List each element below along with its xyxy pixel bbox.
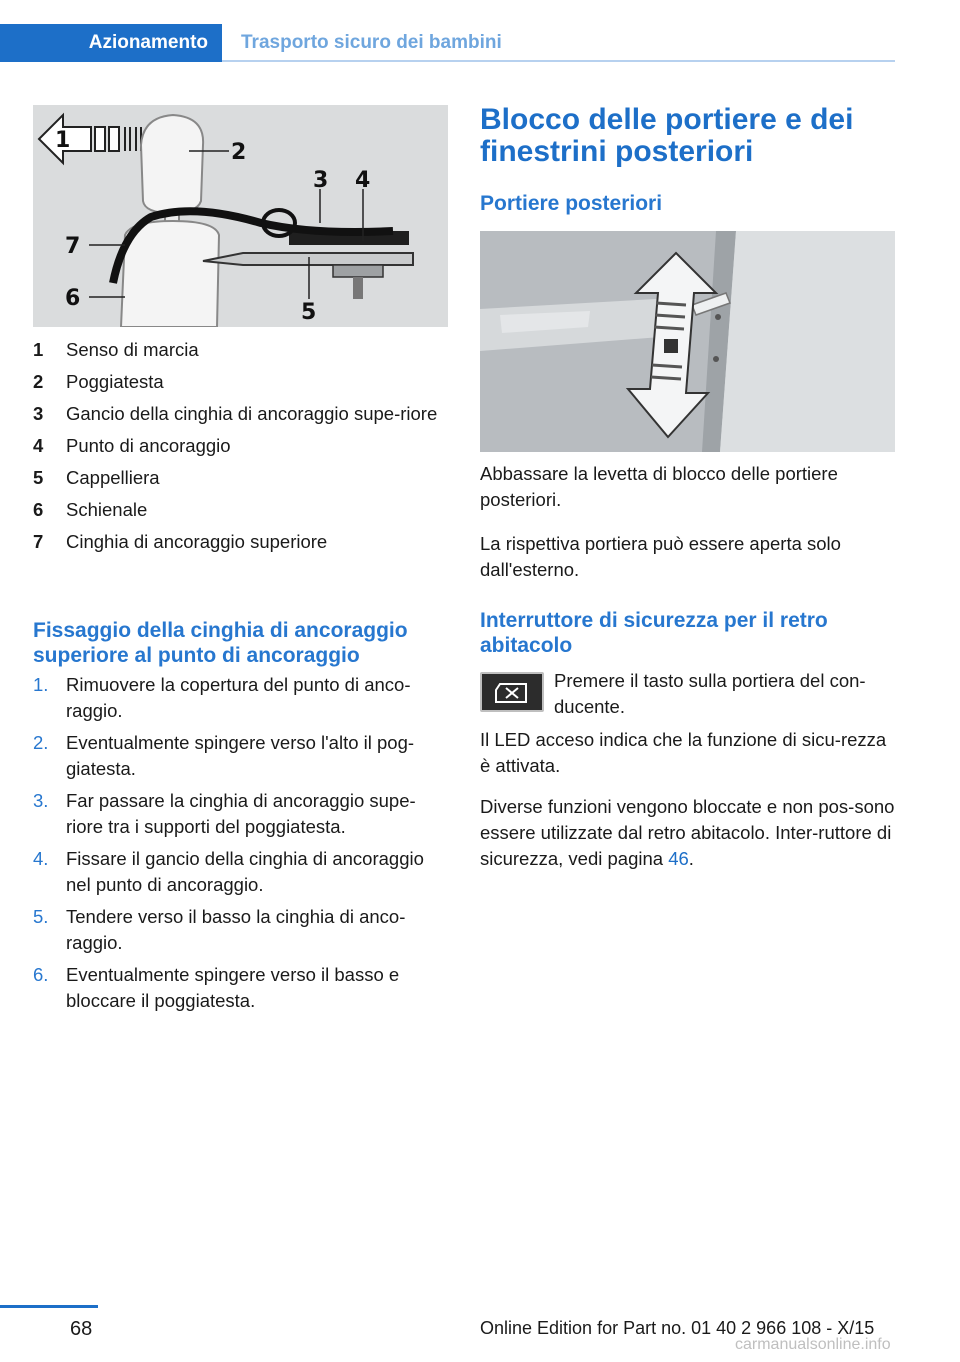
page-header bbox=[0, 0, 960, 64]
legend-text: Gancio della cinghia di ancoraggio supe‐riore bbox=[66, 403, 438, 424]
step-text: Eventualmente spingere verso l'alto il pog‐giatesta. bbox=[66, 732, 415, 779]
legend-item bbox=[33, 466, 448, 490]
door-lock-photo bbox=[480, 231, 895, 452]
figure-label-2: 2 bbox=[231, 140, 247, 165]
section-heading-portiere: Portiere posteriori bbox=[480, 192, 663, 215]
legend-text: Schienale bbox=[66, 499, 148, 520]
section-heading-fissaggio: Fissaggio della cinghia di ancoraggio superiore al punto di ancoraggio bbox=[33, 619, 408, 667]
figure-legend bbox=[33, 338, 448, 562]
legend-number: 4 bbox=[33, 435, 44, 456]
legend-text: Senso di marcia bbox=[66, 339, 199, 360]
watermark: carmanualsonline.info bbox=[735, 1336, 891, 1353]
footer-rule bbox=[0, 1305, 98, 1308]
page-number: 68 bbox=[70, 1318, 93, 1340]
legend-item bbox=[33, 338, 448, 362]
step-text: Tendere verso il basso la cinghia di anco‐raggio. bbox=[66, 906, 406, 953]
step-text: Far passare la cinghia di ancoraggio supe‐riore tra i supporti del poggiatesta. bbox=[66, 790, 416, 837]
step-text: Rimuovere la copertura del punto di anco‐raggio. bbox=[66, 674, 411, 721]
legend-item bbox=[33, 434, 448, 458]
chapter-tab bbox=[0, 24, 222, 62]
step-text: Eventualmente spingere verso il basso e bloccare il poggiatesta. bbox=[66, 964, 400, 1011]
step-item bbox=[33, 730, 448, 782]
legend-number: 1 bbox=[33, 339, 44, 360]
section-heading-interruttore: Interruttore di sicurezza per il retro abitacolo bbox=[480, 609, 828, 657]
figure-label-4: 4 bbox=[355, 168, 371, 193]
figure-label-7: 7 bbox=[65, 234, 81, 259]
edition-note: Online Edition for Part no. 01 40 2 966 108 - X/15 bbox=[480, 1318, 875, 1338]
step-number: 4. bbox=[33, 848, 49, 869]
step-item bbox=[33, 904, 448, 956]
figure-label-3: 3 bbox=[313, 168, 329, 193]
legend-number: 2 bbox=[33, 371, 44, 392]
legend-text: Cinghia di ancoraggio superiore bbox=[66, 531, 328, 552]
step-text: Fissare il gancio della cinghia di ancoraggio nel punto di ancoraggio. bbox=[66, 848, 424, 895]
legend-text: Poggiatesta bbox=[66, 371, 164, 392]
legend-number: 5 bbox=[33, 467, 44, 488]
chapter-label: Azionamento bbox=[88, 32, 208, 53]
paragraph-lever: Abbassare la levetta di blocco delle portiere posteriori. bbox=[480, 463, 838, 510]
legend-number: 7 bbox=[33, 531, 44, 552]
paragraph-functions-end: . bbox=[688, 848, 694, 869]
legend-item bbox=[33, 498, 448, 522]
step-item bbox=[33, 846, 448, 898]
step-number: 6. bbox=[33, 964, 49, 985]
step-number: 3. bbox=[33, 790, 49, 811]
legend-item bbox=[33, 530, 448, 554]
step-item bbox=[33, 672, 448, 724]
page-title: Blocco delle portiere e dei finestrini posteriori bbox=[480, 103, 854, 168]
paragraph-functions bbox=[480, 794, 895, 872]
paragraph-led: Il LED acceso indica che la funzione di sicu‐rezza è attivata. bbox=[480, 729, 887, 776]
figure-label-5: 5 bbox=[301, 300, 317, 325]
safety-switch-icon bbox=[480, 672, 544, 712]
figure-label-6: 6 bbox=[65, 286, 81, 311]
step-item bbox=[33, 962, 448, 1014]
step-item bbox=[33, 788, 448, 840]
legend-item bbox=[33, 402, 448, 426]
section-title: Trasporto sicuro dei bambini bbox=[241, 32, 502, 53]
step-number: 5. bbox=[33, 906, 49, 927]
legend-text: Cappelliera bbox=[66, 467, 160, 488]
legend-item bbox=[33, 370, 448, 394]
step-number: 2. bbox=[33, 732, 49, 753]
instruction-steps bbox=[33, 672, 448, 1020]
figure-label-1: 1 bbox=[55, 128, 71, 153]
legend-text: Punto di ancoraggio bbox=[66, 435, 231, 456]
paragraph-opening: La rispettiva portiera può essere aperta solo dall'esterno. bbox=[480, 533, 841, 580]
page-link-46[interactable]: 46 bbox=[668, 848, 689, 869]
legend-number: 3 bbox=[33, 403, 44, 424]
legend-number: 6 bbox=[33, 499, 44, 520]
paragraph-functions-text: Diverse funzioni vengono bloccate e non pos‐sono essere utilizzate dal retro abitacolo. Inter‐ruttore di sicurezza, vedi pagina bbox=[480, 796, 895, 869]
anchor-strap-illustration bbox=[33, 105, 448, 327]
step-number: 1. bbox=[33, 674, 49, 695]
paragraph-press-button: Premere il tasto sulla portiera del con‐ducente. bbox=[554, 670, 866, 717]
header-rule bbox=[222, 60, 895, 62]
